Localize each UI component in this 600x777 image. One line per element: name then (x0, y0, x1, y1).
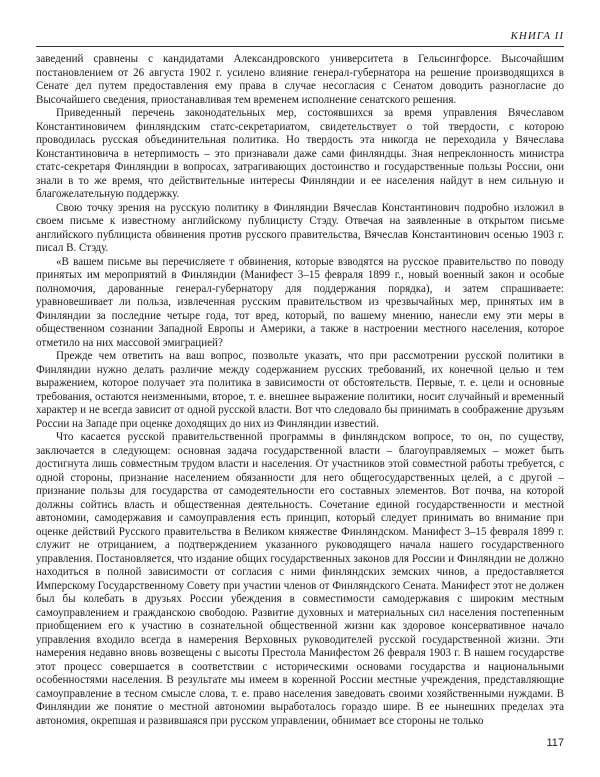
page-number: 117 (546, 737, 564, 749)
paragraph-6: Что касается русской правительственной программы в финляндском вопросе, то он, по существу, заключается в следующем: основная задача государственной власти – благоуправляемых – может быть достигнута лишь совместным трудом власти и населения. От участников этой совместной работы требуется, с одной стороны, признание населением обязанности для него общегосударственных целей, а с другой – признание пользы для государства от самодеятельности его составных элементов. Вот почва, на которой должны сойтись власть и общественная деятельность. Сочетание единой государственности и местной автономии, самодержавия и самоуправления есть принцип, который следует принимать во внимание при оценке действий Русского правительства в Великом княжестве Финляндском. Манифест 3–15 февраля 1899 г. служит не отрицанием, а подтверждением указанного руководящего начала нашего государственного управления. Постановляется, что издание общих государственных законов для России и Финляндии не должно находиться в полной зависимости от согласия с ними финляндских земских чинов, а предоставляется Имперскому Государственному Совету при участии членов от Финляндского Сената. Манифест этот не должен был бы колебать в друзьях России убеждения в совместимости самодержавия с широким местным самоуправлением и гражданскою свободою. Развитие духовных и материальных сил населения постепенным приобщением его к участию в сознательной общественной жизни как здоровое консервативное начало управления входило всегда в намерения Верховных руководителей русской государственной жизни. Эти намерения недавно вновь возвещены с высоты Престола Манифестом 26 февраля 1903 г. В нашем государстве этот процесс совершается в соответствии с историческими основами государства и национальными особенностями населения. В результате мы имеем в коренной России местные учреждения, представляющие самоуправление в тесном смысле слова, т. е. право населения заведовать своими хозяйственными нуждами. В Финляндии же понятие о местной автономии выработалось гораздо шире. В ее нынешних пределах эта автономия, окрепшая и развившаяся при русском управлении, обнимает все стороны не только (36, 431, 564, 727)
paragraph-2: Приведенный перечень законодательных мер, состоявшихся за время управления Вячеславом Константиновичем финляндским статс-секретариатом, свидетельствует о той твердости, с которою проводилась русская объединительная политика. Но твердость эта никогда не переходила у Вячеслава Константиновича в нетерпимость – это признавали даже сами финляндцы. Зная непреклонность министра статс-секретаря Финляндии в вопросах, затрагивающих достоинство и государственные пользы России, они знали в то же время, что действительные интересы Финляндии и ее населения найдут в нем сильную и благожелательную поддержку. (36, 107, 564, 200)
paragraph-3: Свою точку зрения на русскую политику в Финляндии Вячеслав Константинович подробно изложил в своем письме к известному английскому публицисту Стэду. Отвечая на заявленные в открытом письме английского публициста обвинения против русского правительства, Вячеслав Константинович осенью 1903 г. писал В. Стэду. (36, 201, 564, 254)
paragraph-1: заведений сравнены с кандидатами Александровского университета в Гельсингфорсе. Высочайшим постановлением от 26 августа 1902 г. усилено влияние генерал-губернатора на решение производящихся в Сенате дел путем предоставления ему права в случае несогласия с Сенатом доводить разногласие до Высочайшего сведения, приостанавливая тем временем исполнение сенатского решения. (36, 53, 564, 106)
paragraph-5: Прежде чем ответить на ваш вопрос, позвольте указать, что при рассмотрении русской политики в Финляндии нужно делать различие между содержанием русских требований, их конечной целью и тем выражением, которое получает эта политика в зависимости от обстоятельств. Первые, т. е. цели и основные требования, остаются неизменными, второе, т. е. внешнее выражение политики, носит случайный и временный характер и не всегда зависит от одной русской власти. Вот что следовало бы принимать в соображение друзьям России на Западе при оценке доходящих до них из Финляндии известий. (36, 350, 564, 430)
paragraph-4: «В вашем письме вы перечисляете т обвинения, которые взводятся на русское правительство по поводу принятых им мероприятий в Финляндии (Манифест 3–15 февраля 1899 г., новый военный закон и особые полномочия, дарованные генерал-губернатору для поддержания порядка), и затем спрашиваете: уравновешивает ли польза, извлеченная русским правительством из чрезвычайных мер, принятых им в Финляндии за последние четыре года, тот вред, который, по вашему мнению, нанесли ему эти меры в общественном сознании Западной Европы и Америки, а также в настроении местного населения, которое отметило на них массовой эмиграцией? (36, 255, 564, 349)
running-header: КНИГА II (510, 30, 564, 42)
header-rule (36, 46, 564, 47)
page-body (36, 53, 564, 728)
